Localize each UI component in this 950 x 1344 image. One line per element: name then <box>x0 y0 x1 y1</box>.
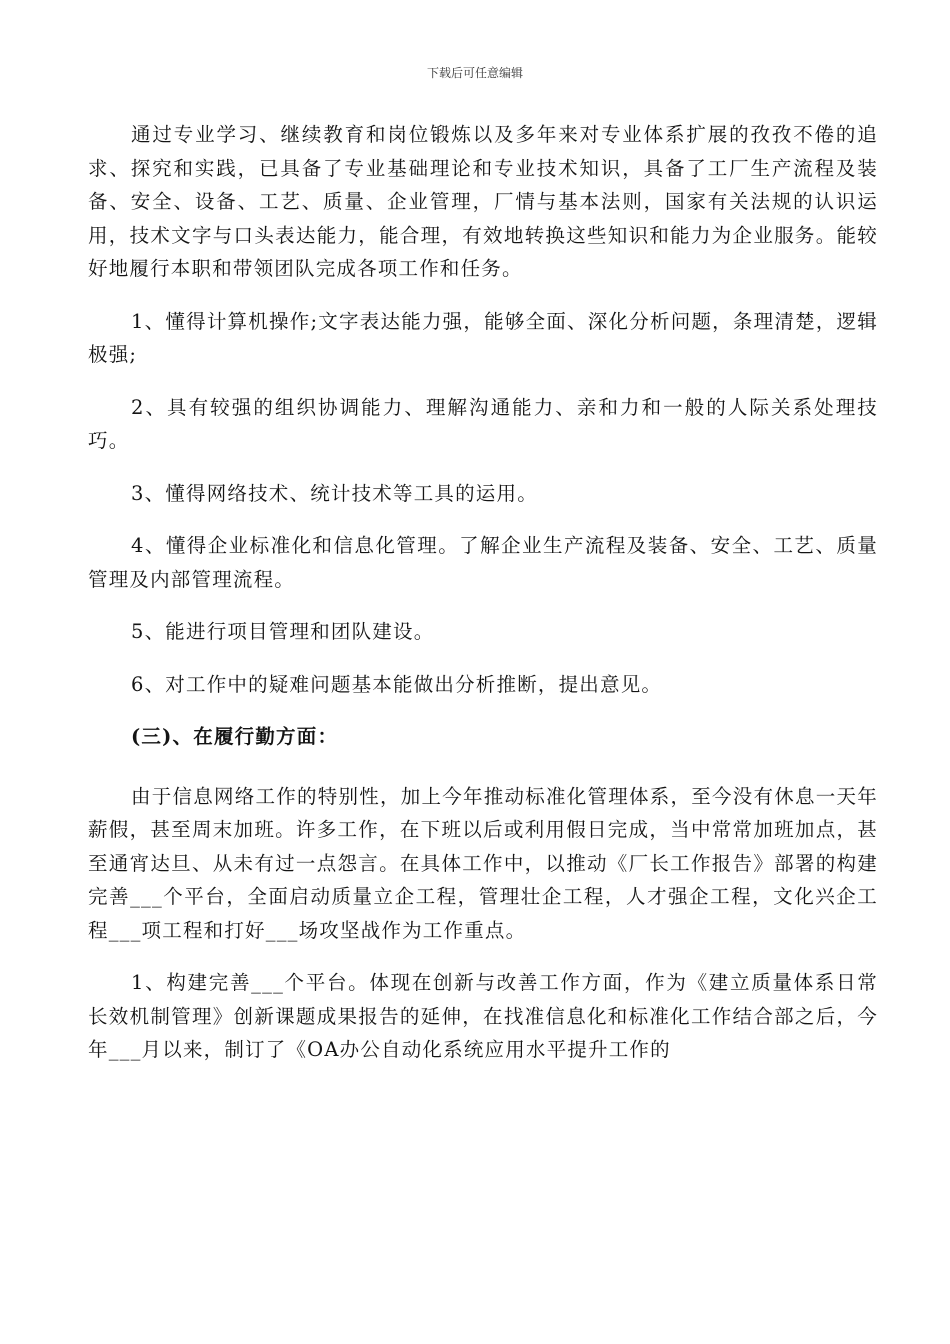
list-item-5: 5、能进行项目管理和团队建设。 <box>131 620 435 643</box>
list-item-4: 4、懂得企业标准化和信息化管理。了解企业生产流程及装备、安全、工艺、质量管理及内部管理流程。 <box>88 534 878 591</box>
page-header: 下载后可任意编辑 <box>426 66 523 80</box>
list-item-6: 6、对工作中的疑难问题基本能做出分析推断，提出意见。 <box>131 672 663 696</box>
document-body <box>88 118 878 1086</box>
section-heading: (三)、在履行勤方面： <box>131 725 339 748</box>
list-item-2: 2、具有较强的组织协调能力、理解沟通能力、亲和力和一般的人际关系处理技巧。 <box>88 395 878 452</box>
list-item-3: 3、懂得网络技术、统计技术等工具的运用。 <box>131 481 538 505</box>
paragraph-attendance: 由于信息网络工作的特别性，加上今年推动标准化管理体系，至今没有休息一天年薪假，甚至周末加班。许多工作，在下班以后或利用假日完成，当中常常加班加点，甚至通宵达旦、从未有过一点怨言。在具体工作中，以推动《厂长工作报告》部署的构建完善___个平台，全面启动质量立企工程，管理壮企工程，人才强企工程，文化兴企工程___项工程和打好___场攻坚战作为工作重点。 <box>88 784 878 942</box>
list-item-1: 1、懂得计算机操作;文字表达能力强，能够全面、深化分析问题，条理清楚，逻辑极强; <box>88 309 878 366</box>
paragraph-intro: 通过专业学习、继续教育和岗位锻炼以及多年来对专业体系扩展的孜孜不倦的追求、探究和实践，已具备了专业基础理论和专业技术知识，具备了工厂生产流程及装备、安全、设备、工艺、质量、企业管理，厂情与基本法则，国家有关法规的认识运用，技术文字与口头表达能力，能合理，有效地转换这些知识和能力为企业服务。能较好地履行本职和带领团队完成各项工作和任务。 <box>88 123 878 280</box>
paragraph-platform: 1、构建完善___个平台。体现在创新与改善工作方面，作为《建立质量体系日常长效机制管理》创新课题成果报告的延伸，在找准信息化和标准化工作结合部之后，今年___月以来，制订了《OA办公自动化系统应用水平提升工作的 <box>88 971 878 1061</box>
